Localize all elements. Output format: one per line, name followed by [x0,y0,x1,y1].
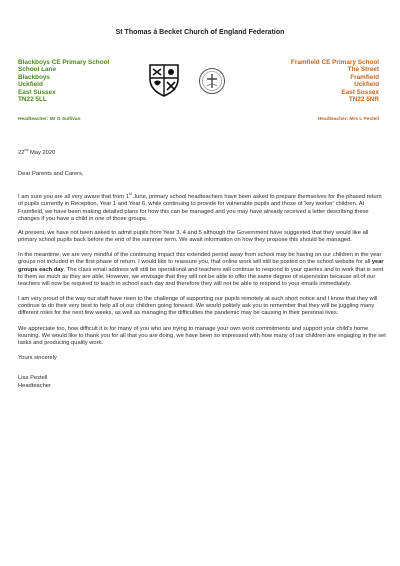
federation-title: St Thomas á Becket Church of England Federation [115,29,285,36]
date-suffix: nd [24,148,29,153]
address-line: Blackboys [18,73,50,81]
salutation: Dear Parents and Carers, [18,171,84,178]
signer-name: Lisa Pestell [18,375,48,382]
signer-title: Headteacher [18,382,51,389]
address-line: TN22 5NR [348,96,379,104]
right-school-address [291,59,379,103]
address-line: The Street [347,66,379,74]
address-line: East Sussex [18,88,56,96]
address-line: Uckfield [18,81,43,89]
address-line: Framfield [350,73,379,81]
address-line: Uckfield [354,81,379,89]
letter-body [18,150,386,390]
p3-text-b: . The class email address will still be operational and teachers will continue to respond to your queries and to work that is sent to them as much as they are able. However, we envisage that they will not be able to offer the same degree of supervision because all of our teachers will now be required to teach in school each day and therefore they will not be able to respond to your emails immediately. [18,266,384,287]
date-day: 22 [18,150,25,156]
paragraph-2: At present, we have not been asked to admit pupils from Year 3, 4 and 5 although the Government have suggested that they would like all primary school pupils back before the end of the summer term. We await information on how they propose this should be managed. [18,229,369,244]
address-line: TN22 5LL [18,96,47,104]
right-headteacher: Headteacher: Mrs L Pestell [317,117,379,122]
left-school-address [18,59,109,103]
p3-bold: year groups each day [18,259,384,273]
paragraph-1 [18,194,386,223]
paragraph-3 [18,252,386,288]
address-line: School Lane [18,66,56,74]
p1-text-a: I am sure you are all very aware that from 1 [18,194,129,201]
paragraph-5: We appreciate too, how difficult it is for many of you who are trying to manage your own work commitments and support your child's home learning. We would like to thank you for all that you are doing, we have been so impressed with how many of our children are engaging in the set tasks and producing quality work. [18,325,386,346]
sign-off: Yours sincerely [18,354,57,361]
p1-text-b: June, primary school headteachers have been asked to prepare themselves for the phased return of pupils currently in Reception, Year 1 and Year 6, while continuing to provide for vulnerable pupils and those of 'key worker' children. At Framfield, we have been making detailed plans for how this can be managed and you may have already received a letter describing these changes if you have a child in one of those groups. [18,194,382,222]
address-line: Framfield CE Primary School [290,59,379,66]
date-rest: May 2020 [28,150,56,156]
school-seal-icon [198,67,226,95]
p3-text-a: In the meantime, we are very mindful of the continuing impact this extended period away from school may be having on our children in the year groups not included in the first phase of return. I would like to reassure you, that online work will still be posted on the school website for all [18,252,382,266]
signer-block [18,375,386,390]
left-headteacher: Headteacher: Mr G Sullivan [18,117,81,122]
paragraph-4: I am very proud of the way our staff have risen to the challenge of supporting our pupils remotely at such short notice and I know that they will continue to do their very best to help all of our children going forward. We would politely ask you to remember that they will be juggling many different roles for the next few weeks, as well as managing the difficulties the pandemic may be causing in their personal lives. [18,296,378,317]
school-crest-icon [146,62,182,98]
p1-sup: st [128,192,132,197]
address-line: East Sussex [341,88,379,96]
letter-date [18,150,386,157]
address-line: Blackboys CE Primary School [18,59,110,66]
